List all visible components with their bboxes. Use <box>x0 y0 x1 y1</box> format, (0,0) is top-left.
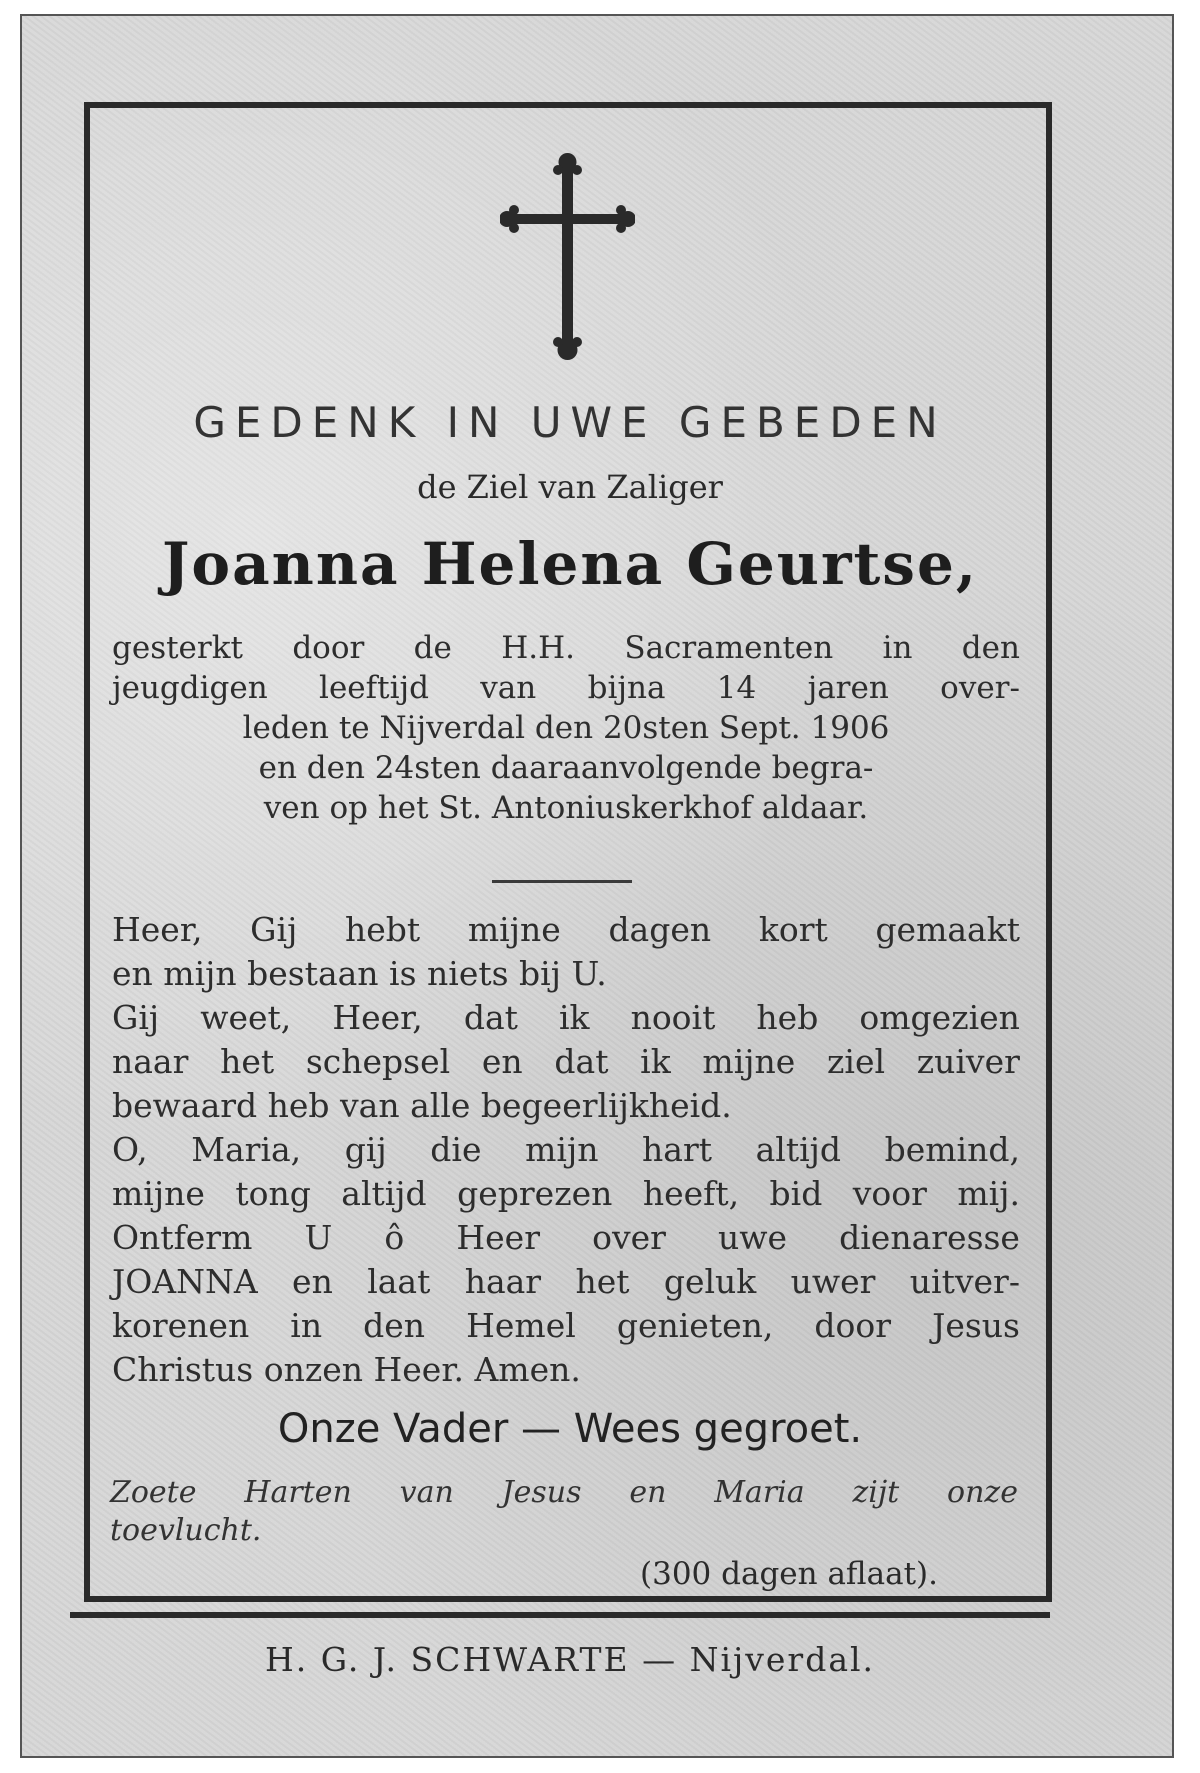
bottom-rule <box>70 1612 1050 1618</box>
prayer-line: bewaard heb van alle begeerlijkheid. <box>112 1086 732 1125</box>
ejaculation-line: toevlucht. <box>110 1513 262 1548</box>
cross-icon <box>500 152 635 362</box>
biography-line: leden te Nijverdal den 20sten Sept. 1906 <box>242 710 890 746</box>
deceased-name: Joanna Helena Geurtse, <box>161 530 979 598</box>
prayer-line: en mijn bestaan is niets bij U. <box>112 954 607 993</box>
prayer-line: Christus onzen Heer. Amen. <box>112 1350 581 1389</box>
printer-credit: H. G. J. SCHWARTE — Nijverdal. <box>264 1640 876 1679</box>
prayer-line: Gij weet, Heer, dat ik nooit heb omgezien <box>112 998 1020 1037</box>
prayer-line: korenen in den Hemel genieten, door Jesus <box>112 1306 1020 1345</box>
closing-prayer: Onze Vader — Wees gegroet. <box>277 1406 863 1452</box>
prayer-line: O, Maria, gij die mijn hart altijd bemind, <box>112 1130 1020 1169</box>
prayer-line: mijne tong altijd geprezen heeft, bid voor mij. <box>112 1174 1020 1213</box>
biography-line: ven op het St. Antoniuskerkhof aldaar. <box>263 790 869 826</box>
biography-line: gesterkt door de H.H. Sacramenten in den <box>112 630 1020 666</box>
divider <box>492 880 632 883</box>
subheading: de Ziel van Zaliger <box>417 468 723 506</box>
prayer-text <box>112 908 1020 1392</box>
biography-line: jeugdigen leeftijd van bijna 14 jaren over- <box>112 670 1020 706</box>
indulgence-note: (300 dagen aflaat). <box>640 1556 938 1592</box>
biography-text <box>112 628 1020 828</box>
ejaculation-text <box>110 1474 1018 1550</box>
ejaculation-line: Zoete Harten van Jesus en Maria zijt onze <box>110 1475 1018 1510</box>
prayer-line: naar het schepsel en dat ik mijne ziel zuiver <box>112 1042 1020 1081</box>
prayer-line: Heer, Gij hebt mijne dagen kort gemaakt <box>112 910 1020 949</box>
prayer-line: Ontferm U ô Heer over uwe dienaresse <box>112 1218 1020 1257</box>
prayer-line: JOANNA en laat haar het geluk uwer uitver- <box>112 1262 1020 1301</box>
biography-line: en den 24sten daaraanvolgende begra- <box>258 750 874 786</box>
memorial-heading: GEDENK IN UWE GEBEDEN <box>193 398 947 447</box>
